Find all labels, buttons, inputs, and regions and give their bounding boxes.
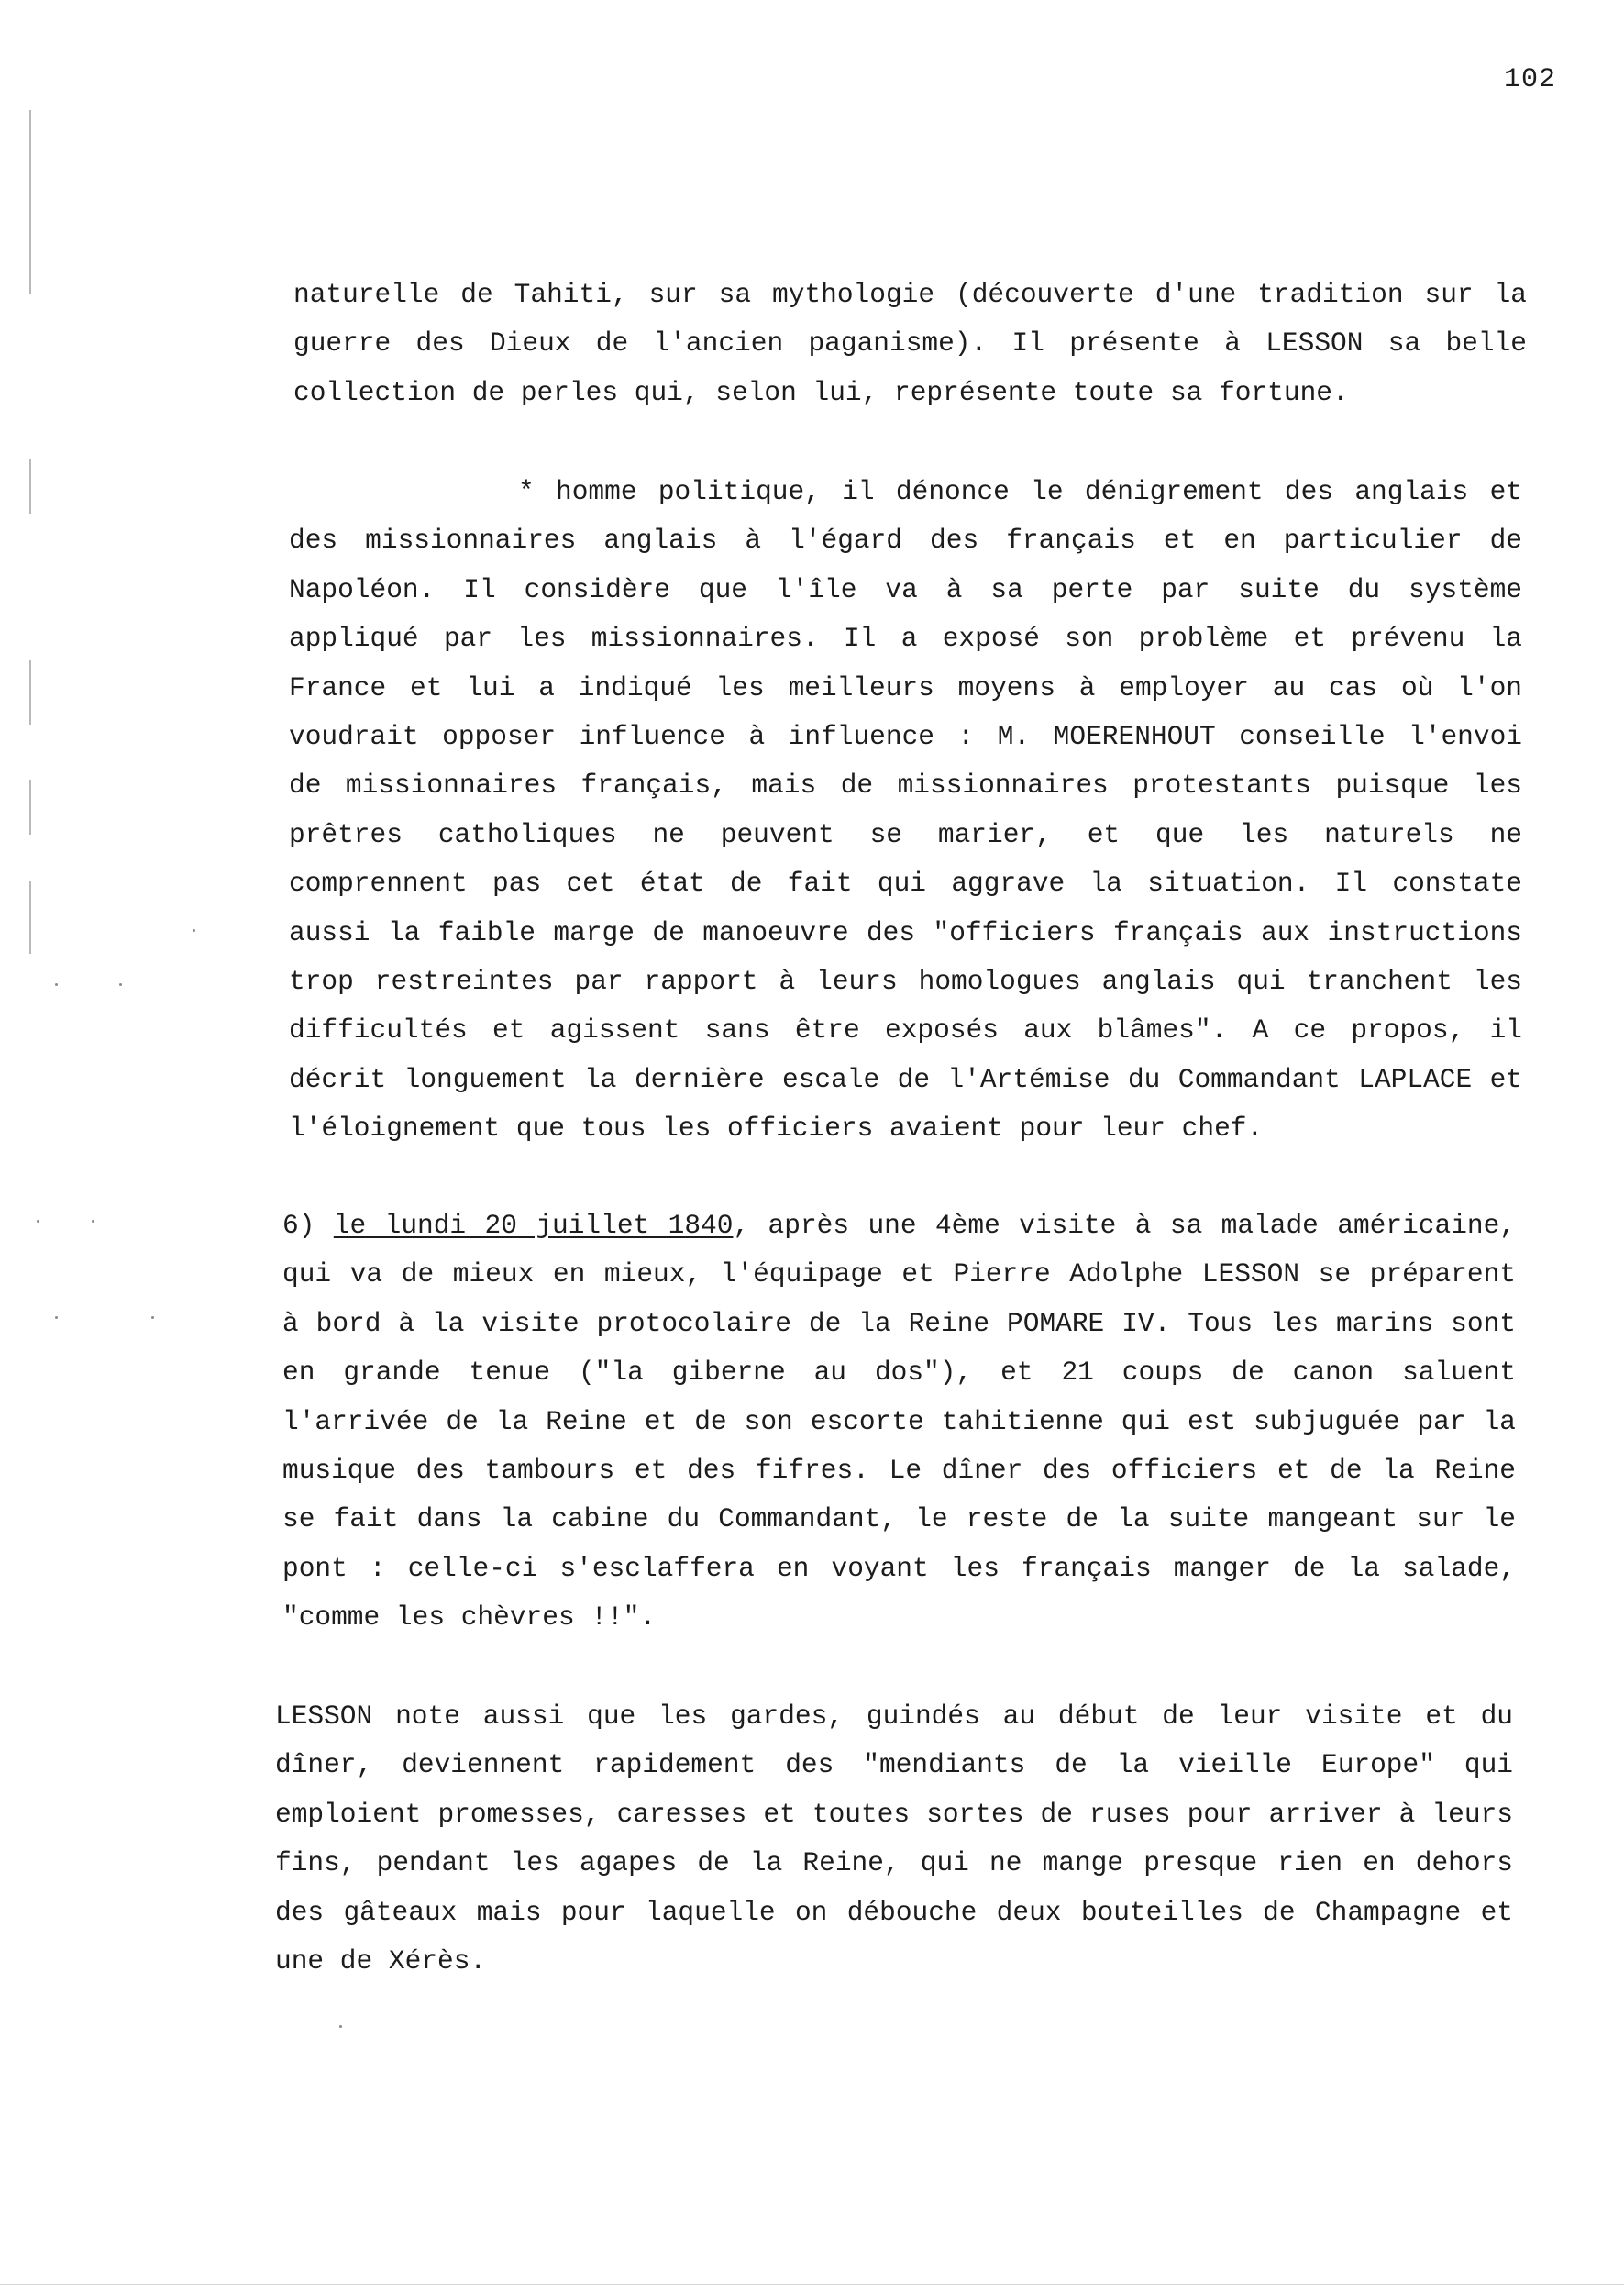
- text-line: prêtres catholiques ne peuvent se marier, et que les naturels ne: [289, 818, 1522, 850]
- text-line: * homme politique, il dénonce le dénigrement des anglais et: [518, 476, 1522, 507]
- text-line: voudrait opposer influence à influence : M. MOERENHOUT conseille l'envoi: [289, 721, 1522, 753]
- text-line: emploient promesses, caresses et toutes sortes de ruses pour arriver à leurs: [275, 1798, 1513, 1830]
- text-line: en grande tenue ("la giberne au dos"), et 21 coups de canon saluent: [282, 1357, 1516, 1389]
- text-line: fins, pendant les agapes de la Reine, qui ne mange presque rien en dehors: [275, 1847, 1513, 1879]
- scan-speck: [193, 929, 195, 932]
- text-line: de missionnaires français, mais de missionnaires protestants puisque les: [289, 770, 1522, 802]
- paragraph-politics: [289, 468, 1522, 1154]
- paragraph-continuation: [293, 271, 1527, 417]
- text-line: dîner, deviennent rapidement des "mendiants de la vieille Europe" qui: [275, 1749, 1513, 1781]
- text-line: comprennent pas cet état de fait qui aggrave la situation. Il constate: [289, 868, 1522, 900]
- text-line: guerre des Dieux de l'ancien paganisme). Il présente à LESSON sa belle: [293, 327, 1527, 360]
- binding-mark: [29, 917, 31, 954]
- scan-speck: [37, 1220, 39, 1223]
- text-line: [282, 1202, 1516, 1250]
- scan-speck: [119, 983, 122, 986]
- text-line: France et lui a indiqué les meilleurs moyens à employer au cas où l'on: [289, 671, 1522, 703]
- text-line: collection de perles qui, selon lui, représente toute sa fortune.: [293, 376, 1349, 408]
- page-bottom-edge: [0, 2284, 1624, 2285]
- binding-mark: [29, 110, 31, 294]
- text-line: l'éloignement que tous les officiers avaient pour leur chef.: [289, 1113, 1264, 1145]
- text-line: des missionnaires anglais à l'égard des français et en particulier de: [289, 525, 1522, 557]
- scan-speck: [55, 983, 58, 986]
- text-fragment: , après une 4ème visite à sa malade américaine,: [733, 1210, 1517, 1241]
- text-line: naturelle de Tahiti, sur sa mythologie (découverte d'une tradition sur la: [293, 279, 1527, 310]
- page-number: 102: [1504, 64, 1557, 95]
- binding-mark: [29, 459, 31, 514]
- text-line: des gâteaux mais pour laquelle on débouche deux bouteilles de Champagne et: [275, 1896, 1513, 1928]
- text-line: LESSON note aussi que les gardes, guindés au début de leur visite et du: [275, 1700, 1513, 1732]
- text-line: à bord à la visite protocolaire de la Reine POMARE IV. Tous les marins sont: [282, 1307, 1516, 1339]
- text-line: l'arrivée de la Reine et de son escorte tahitienne qui est subjuguée par la: [282, 1405, 1516, 1437]
- text-line: décrit longuement la dernière escale de l'Artémise du Commandant LAPLACE et: [289, 1063, 1522, 1095]
- item-number: 6): [282, 1210, 334, 1241]
- scan-speck: [92, 1220, 94, 1223]
- text-line: se fait dans la cabine du Commandant, le reste de la suite mangeant sur le: [282, 1503, 1516, 1535]
- text-line: une de Xérès.: [275, 1945, 487, 1977]
- paragraph-item-6: [282, 1202, 1516, 1643]
- text-line: "comme les chèvres !!".: [282, 1601, 657, 1634]
- paragraph-lesson-note: [275, 1692, 1513, 1986]
- text-line: aussi la faible marge de manoeuvre des "officiers français aux instructions: [289, 916, 1522, 948]
- text-line: musique des tambours et des fifres. Le dîner des officiers et de la Reine: [282, 1455, 1516, 1487]
- text-line: trop restreintes par rapport à leurs homologues anglais qui tranchent les: [289, 966, 1522, 998]
- scan-speck: [151, 1316, 154, 1319]
- underlined-date: le lundi 20 juillet 1840: [333, 1210, 734, 1241]
- text-line: qui va de mieux en mieux, l'équipage et Pierre Adolphe LESSON se préparent: [282, 1258, 1516, 1291]
- scan-speck: [339, 2025, 342, 2028]
- binding-mark: [29, 660, 31, 725]
- text-line: appliqué par les missionnaires. Il a exposé son problème et prévenu la: [289, 623, 1522, 655]
- scan-speck: [55, 1316, 58, 1319]
- text-line: Napoléon. Il considère que l'île va à sa perte par suite du système: [289, 573, 1522, 605]
- binding-mark: [29, 780, 31, 835]
- text-line: pont : celle-ci s'esclaffera en voyant les français manger de la salade,: [282, 1552, 1516, 1584]
- text-line: difficultés et agissent sans être exposés aux blâmes". A ce propos, il: [289, 1014, 1522, 1047]
